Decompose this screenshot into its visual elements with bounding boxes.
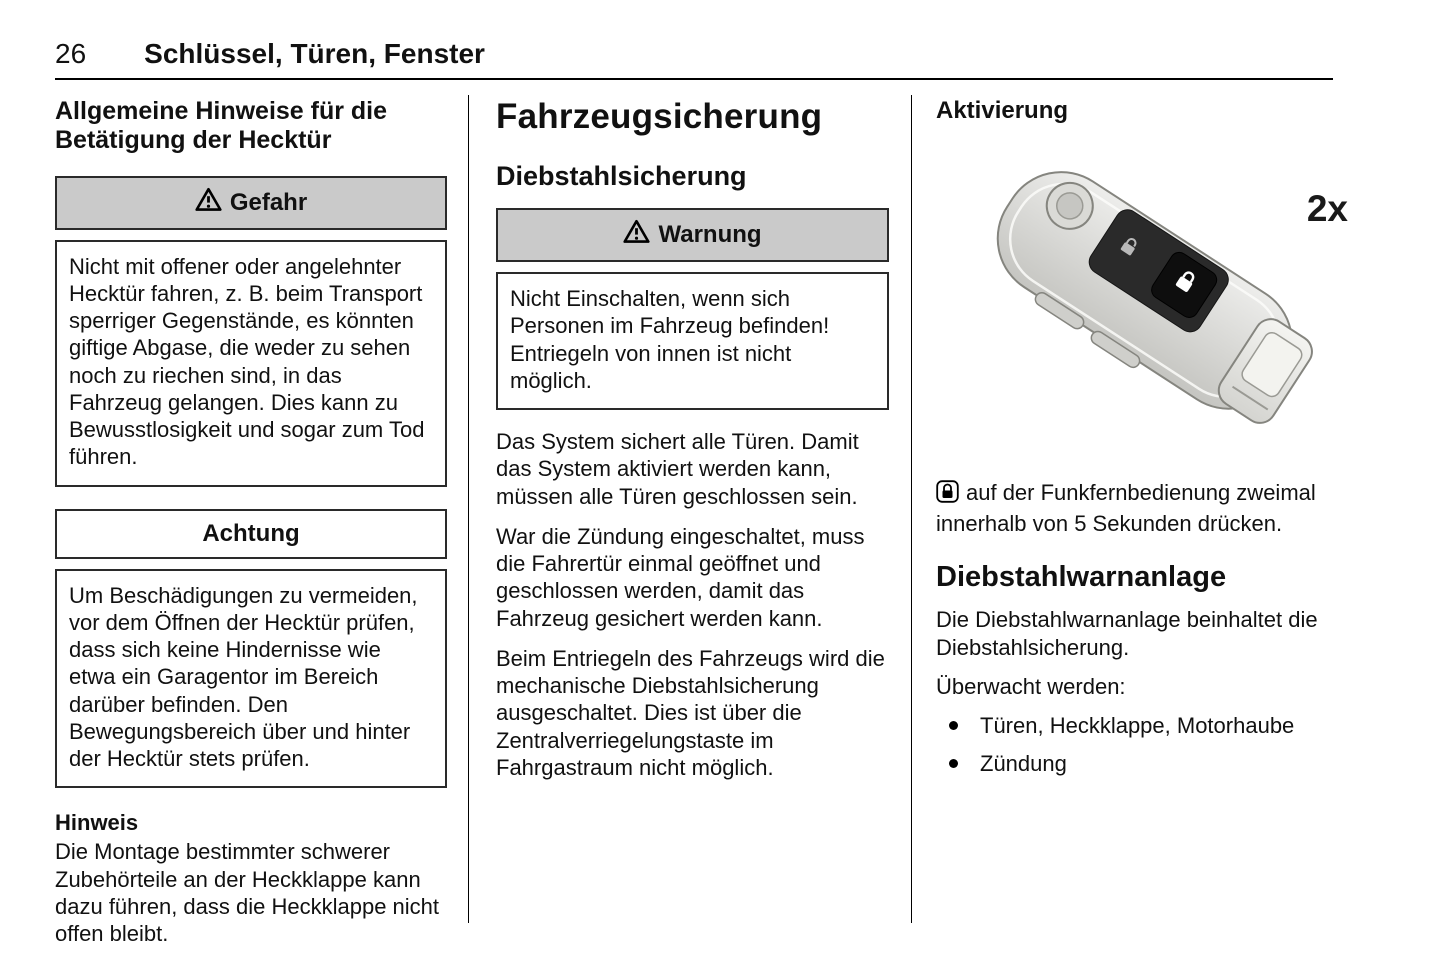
activation-instruction: [936, 479, 1328, 537]
danger-box-body: Nicht mit offener oder angelehnter Hecktür fahren, z. B. beim Transport sperriger Gegenstände, es könnten giftige Abgase, die weder zu sehen noch zu riechen sind, in das Fahrzeug gelangen. Dies kann zu Bewusstlosigkeit und sogar zum Tod führen.: [55, 240, 447, 487]
lock-button-icon: [936, 480, 959, 510]
section-heading-diebstahlwarnanlage: Diebstahlwarnanlage: [936, 561, 1227, 594]
monitored-items-list: [936, 712, 1380, 777]
column-divider-2: [911, 95, 912, 923]
list-item: [936, 712, 1380, 740]
body-paragraph: War die Zündung eingeschaltet, muss die Fahrertür einmal geöffnet und geschlossen werden, damit das Fahrzeug gesichert werden kann.: [496, 523, 865, 631]
danger-box-title: Gefahr: [229, 188, 308, 216]
bullet-icon: [949, 759, 958, 768]
section-heading-aktivierung: Aktivierung: [936, 97, 1069, 124]
section-heading-hecktuer: Allgemeine Hinweise für die Betätigung der Hecktür: [55, 97, 388, 155]
section-heading-diebstahlsicherung: Diebstahlsicherung: [496, 161, 747, 191]
warning-box-body: Nicht Einschalten, wenn sich Personen im Fahrzeug befinden! Entriegeln von innen ist nicht möglich.: [496, 272, 889, 410]
body-paragraph: Überwacht werden:: [936, 673, 1126, 699]
press-twice-label: 2x: [1306, 188, 1348, 229]
caution-box-body: Um Beschädigungen zu vermeiden, vor dem Öffnen der Hecktür prüfen, dass sich keine Hindernisse wie etwa ein Garagentor im Bereich darüber befinden. Den Bewegungsbereich über und hinter der Hecktür stets prüfen.: [55, 569, 447, 789]
chapter-title: Schlüssel, Türen, Fenster: [144, 38, 485, 69]
warning-triangle-icon: [195, 187, 222, 219]
list-item: [936, 750, 1380, 778]
bullet-icon: [949, 721, 958, 730]
page-title-fahrzeugsicherung: Fahrzeugsicherung: [496, 97, 823, 136]
note-body: Die Montage bestimmter schwerer Zubehörteile an der Heckklappe kann dazu führen, dass die Heckklappe nicht offen bleibt.: [55, 839, 440, 947]
note-block: [55, 810, 447, 947]
note-title: Hinweis: [55, 810, 139, 836]
list-item-text: Türen, Heckklappe, Motorhaube: [980, 713, 1295, 739]
remote-key-illustration: [936, 133, 1376, 473]
warning-box-header: [496, 208, 889, 262]
column-right: [936, 97, 1380, 787]
warning-triangle-icon: [623, 219, 650, 251]
caution-box-header: [55, 509, 447, 559]
column-left: [55, 97, 447, 948]
warning-box: [496, 208, 889, 410]
body-paragraph: Beim Entriegeln des Fahrzeugs wird die mechanische Diebstahlsicherung ausgeschaltet. Dies ist über die Zentralverriegelungstaste im Fahrgastraum nicht möglich.: [496, 645, 885, 780]
body-paragraph: Das System sichert alle Türen. Damit das System aktiviert werden kann, müssen alle Türen geschlossen sein.: [496, 429, 859, 509]
page-header: [55, 38, 485, 70]
warning-box-title: Warnung: [658, 221, 762, 248]
caution-box: [55, 509, 447, 789]
header-divider: [55, 78, 1333, 80]
danger-box-header: [55, 176, 447, 230]
body-paragraph: Die Diebstahlwarnanlage beinhaltet die Diebstahlsicherung.: [936, 607, 1318, 660]
column-middle: [496, 97, 889, 794]
caution-box-title: Achtung: [202, 519, 300, 547]
page-number: 26: [55, 38, 87, 69]
activation-instruction-text: auf der Funkfernbedienung zweimal innerhalb von 5 Sekunden drücken.: [936, 480, 1316, 536]
column-divider-1: [468, 95, 469, 923]
danger-box: [55, 176, 447, 487]
list-item-text: Zündung: [980, 750, 1067, 776]
